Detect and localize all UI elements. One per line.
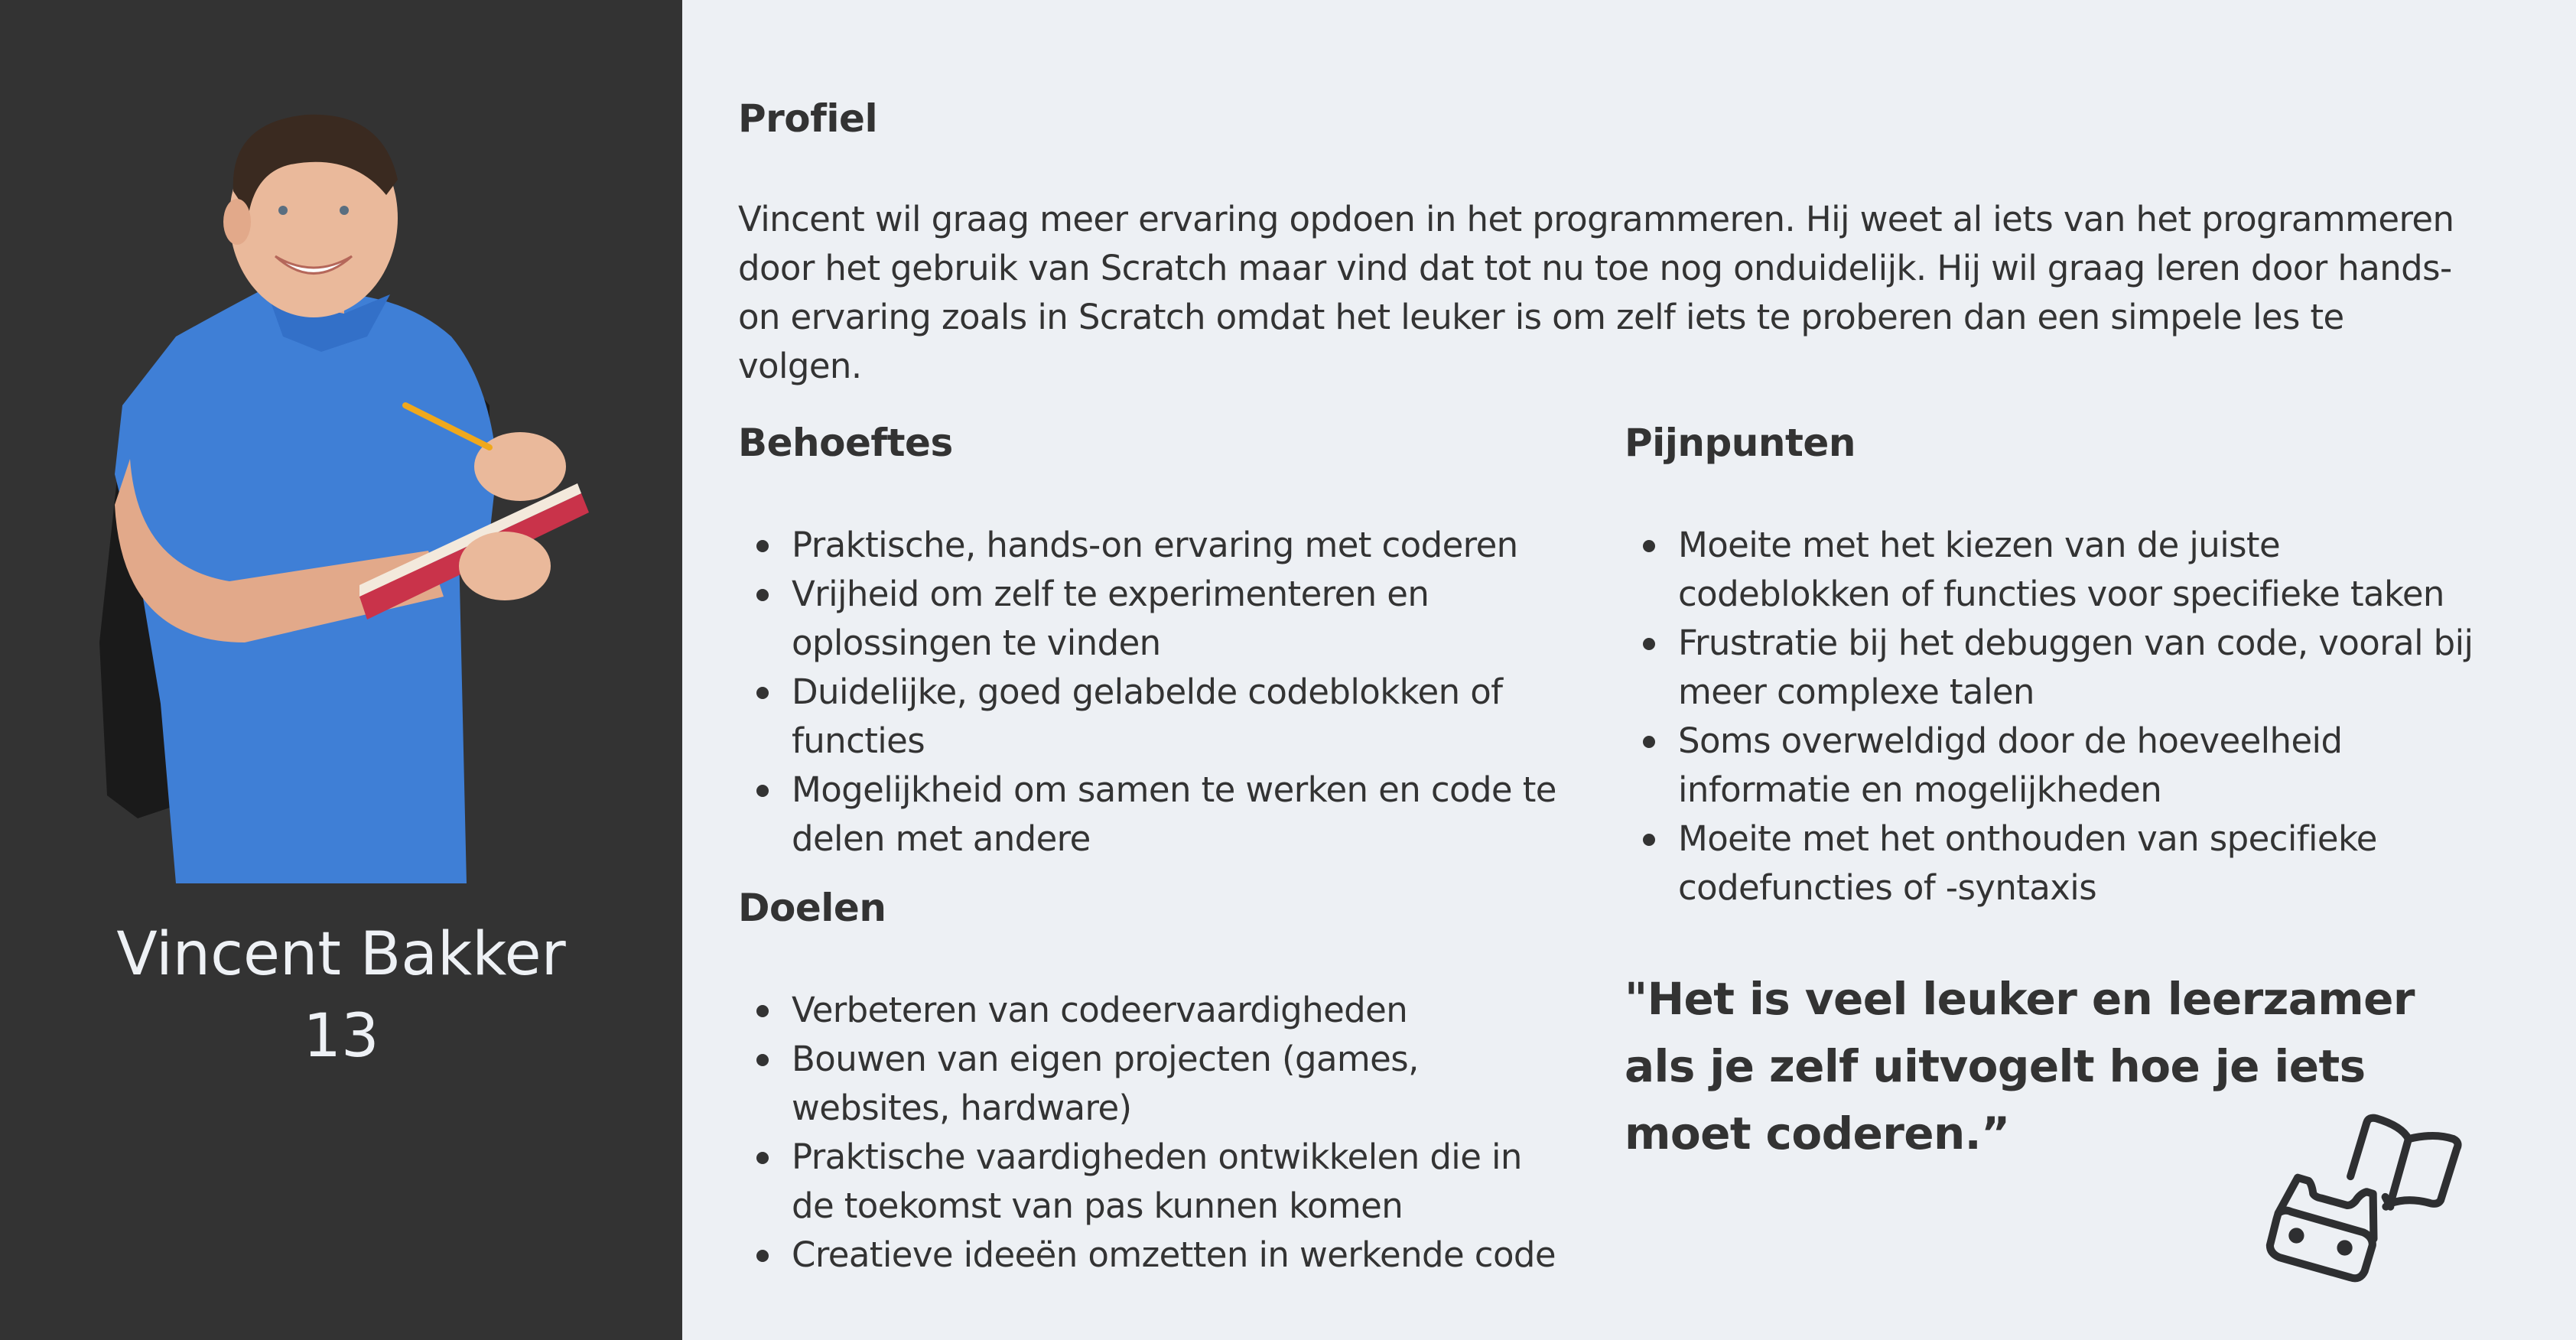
- needs-item-text: Duidelijke, goed gelabelde codeblokken of functies: [792, 672, 1503, 761]
- goals-item: [792, 1035, 1572, 1133]
- needs-item: [792, 668, 1572, 766]
- needs-item-text: Vrijheid om zelf te experimenteren en oplossingen te vinden: [792, 574, 1429, 663]
- bullet-icon: [756, 687, 769, 699]
- pains-item-text: Moeite met het onthouden van specifieke codefuncties of -syntaxis: [1678, 818, 2377, 908]
- goals-item-text: Verbeteren van codeervaardigheden: [792, 990, 1408, 1030]
- persona-sidebar: [0, 0, 682, 1340]
- goals-item: [792, 986, 1572, 1035]
- goals-item: [792, 1133, 1572, 1231]
- profile-text: Vincent wil graag meer ervaring opdoen in het programmeren. Hij weet al iets van het programmeren door het gebruik van Scratch maar vind dat tot nu toe nog onduidelijk. Hij wil graag leren door hands-on ervaring zoals in Scratch omdat het leuker is om zelf iets te proberen dan een simpele les te volgen.: [738, 199, 2454, 386]
- bullet-icon: [756, 1152, 769, 1164]
- goals-item: [792, 1231, 1572, 1280]
- needs-item-text: Mogelijkheid om samen te werken en code te delen met andere: [792, 769, 1556, 859]
- eye-left: [278, 206, 288, 215]
- needs-item: [792, 570, 1572, 668]
- needs-list: [738, 521, 1572, 864]
- goals-title: Doelen: [738, 886, 886, 930]
- eye-right: [340, 206, 349, 215]
- bullet-icon: [756, 540, 769, 552]
- goals-item-text: Creatieve ideeën omzetten in werkende code: [792, 1234, 1556, 1275]
- bullet-icon: [756, 1054, 769, 1066]
- ear: [223, 199, 251, 245]
- needs-title: Behoeftes: [738, 421, 953, 465]
- bullet-icon: [1643, 638, 1655, 650]
- persona-name: Vincent Bakker: [116, 920, 566, 989]
- pains-item: [1678, 815, 2489, 912]
- needs-item: [792, 766, 1572, 864]
- needs-item: [792, 521, 1572, 570]
- goals-item-text: Bouwen van eigen projecten (games, websites, hardware): [792, 1039, 1419, 1128]
- pains-title: Pijnpunten: [1625, 421, 1856, 465]
- pains-item: [1678, 521, 2489, 619]
- goals-list: [738, 986, 1572, 1280]
- bullet-icon: [1643, 540, 1655, 552]
- bullet-icon: [1643, 834, 1655, 846]
- hand-upper: [474, 432, 566, 501]
- pains-item-text: Soms overweldigd door de hoeveelheid informatie en mogelijkheden: [1678, 720, 2343, 810]
- scratch-cat-book-icon: [2241, 1090, 2486, 1304]
- profile-title: Profiel: [738, 96, 878, 141]
- pains-item: [1678, 717, 2489, 815]
- needs-item-text: Praktische, hands-on ervaring met coderen: [792, 525, 1518, 565]
- bullet-icon: [1643, 736, 1655, 748]
- pains-list: [1625, 521, 2489, 912]
- bullet-icon: [756, 1250, 769, 1262]
- goals-item-text: Praktische vaardigheden ontwikkelen die in de toekomst van pas kunnen komen: [792, 1137, 1522, 1226]
- pains-item-text: Frustratie bij het debuggen van code, vooral bij meer complexe talen: [1678, 623, 2474, 712]
- persona-photo: [92, 107, 612, 883]
- bullet-icon: [756, 589, 769, 601]
- hand-lower: [459, 532, 551, 600]
- pains-item: [1678, 619, 2489, 717]
- bullet-icon: [756, 785, 769, 797]
- persona-quote: "Het is veel leuker en leerzamer als je zelf uitvogelt hoe je iets moet coderen.”: [1625, 973, 2415, 1159]
- persona-age: 13: [303, 1002, 379, 1071]
- pains-item-text: Moeite met het kiezen van de juiste codeblokken of functies voor specifieke taken: [1678, 525, 2444, 614]
- bullet-icon: [756, 1005, 769, 1017]
